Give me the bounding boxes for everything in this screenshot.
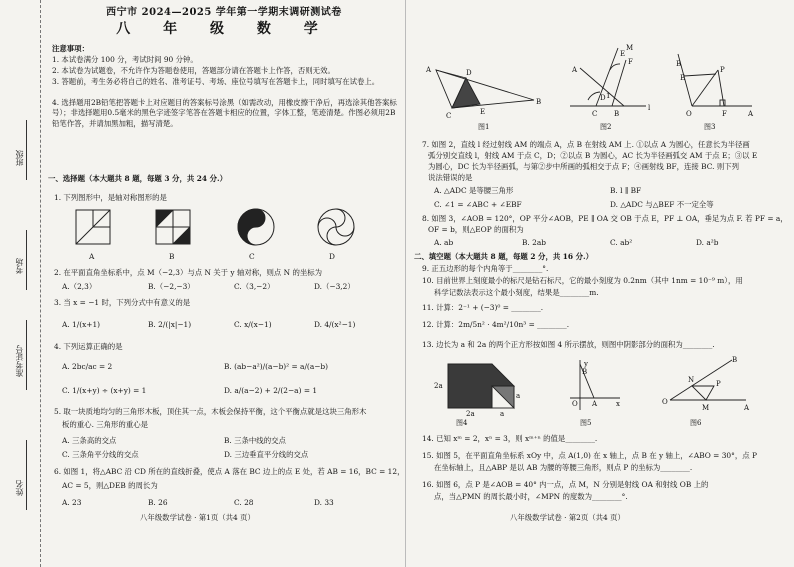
q6-option-c: C. 28 (234, 498, 254, 507)
svg-text:N: N (688, 376, 695, 384)
svg-text:2a: 2a (434, 382, 443, 390)
q5-stem-cont: 板的重心. 三角形的重心是 (62, 420, 148, 429)
exam-subject: 八 年 级 数 学 (116, 21, 332, 37)
svg-text:C: C (446, 112, 452, 120)
svg-text:A: A (592, 400, 598, 408)
q8-option-b: B. 2ab (522, 238, 546, 247)
binding-line (26, 120, 27, 180)
q15-cont: 在坐标轴上，且△ABP 是以 AB 为腰的等腰三角形，则点 P 的坐标为________. (434, 463, 693, 472)
svg-text:y: y (584, 360, 588, 368)
q6-option-d: D. 33 (314, 498, 334, 507)
top-figures (422, 40, 782, 122)
q8-option-d: D. a²b (696, 238, 719, 247)
binding-line (26, 230, 27, 290)
svg-text:D: D (466, 69, 472, 77)
notice-item: 1. 本试卷满分 100 分，考试时间 90 分钟。 (52, 55, 198, 64)
q1-stem: 1. 下列图形中，是轴对称图形的是 (54, 193, 167, 202)
figure-6-labels (662, 356, 750, 412)
svg-text:B: B (536, 98, 542, 106)
q3-option-a: A. 1/(x+1) (62, 320, 101, 329)
q6-stem: 6. 如图 1，将△ABC 沿 CD 所在的直线折叠，使点 A 落在 BC 边上的点 E 处，若 AB = 16，BC = 12， (54, 467, 405, 476)
q4-option-b: B. (ab−a²)/(a−b)² = a/(a−b) (224, 362, 329, 371)
section2-heading: 二、填空题（本大题共 8 题，每题 2 分，共 16 分.） (414, 252, 594, 261)
figure-6 (670, 360, 746, 400)
section1-heading: 一、选择题（本大题共 8 题，每题 3 分，共 24 分.） (48, 174, 228, 183)
q5-option-a: A. 三条高的交点 (62, 436, 117, 445)
q2-option-a: A.（2,3） (62, 282, 97, 291)
q1-figure-c (238, 209, 274, 245)
figure-6-caption: 图6 (690, 419, 702, 427)
q1-label-a: A (89, 252, 95, 261)
svg-text:A: A (744, 404, 750, 412)
figure-1-labels (425, 66, 541, 120)
middle-figures (430, 354, 770, 418)
q7-option-a: A. △ADC 是等腰三角形 (434, 186, 514, 195)
binding-label-class: 班级 (15, 150, 24, 166)
notice-item: 4. 选择题用2B铅笔把答题卡上对应题目的答案标号涂黑（如需改动，用橡皮擦干净后，再选涂其他答案标号）；非选择题用0.5毫米的黑色字迹签字笔答在答题卡相应的位置，字体工整，笔迹清楚。作图必须用2B铅笔作答，并请加黑加粗，描写清楚。 (52, 98, 397, 128)
svg-text:B: B (676, 60, 682, 68)
svg-text:x: x (616, 400, 620, 408)
svg-text:B: B (732, 356, 738, 364)
q3-option-d: D. 4/(x²−1) (314, 320, 356, 329)
q8-line: 8. 如图 3，∠AOB = 120°，OP 平分∠AOB，PE ∥ OA 交 OB 于点 E，PF ⊥ OA，垂足为点 F. 若 PF = a， (422, 214, 788, 223)
column-divider (405, 0, 406, 567)
svg-text:a: a (516, 392, 521, 400)
svg-text:F: F (722, 110, 727, 118)
svg-text:E: E (480, 108, 486, 116)
q1-label-d: D (329, 252, 335, 261)
svg-text:A: A (748, 110, 754, 118)
svg-text:O: O (572, 400, 578, 408)
q10-cont: 科学记数法表示这个最小刻度，结果是________m. (434, 288, 599, 297)
q1-figure-a (76, 210, 110, 244)
q1-figure-d (318, 209, 354, 245)
q1-figures (74, 206, 374, 256)
q2-option-c: C.（3,−2） (234, 282, 275, 291)
page-footer-left: 八年级数学试卷 · 第1页（共4 页） (140, 513, 255, 522)
svg-text:B: B (614, 110, 620, 118)
q7-option-d: D. △ADC 与△BEF 不一定全等 (610, 200, 714, 209)
svg-text:M: M (702, 404, 710, 412)
q4-stem: 4. 下列运算正确的是 (54, 342, 123, 351)
q7-line: 说法错误的是 (428, 173, 473, 182)
q15: 15. 如图 5，在平面直角坐标系 xOy 中，点 A(1,0) 在 x 轴上，点 B 在 y 轴上，∠ABO = 30°，点 P (422, 451, 757, 460)
q16: 16. 如图 6，点 P 是∠AOB = 40° 内一点，点 M，N 分别是射线 OA 和射线 OB 上的 (422, 480, 709, 489)
svg-text:O: O (662, 398, 668, 406)
notice-item: 3. 答题前，考生务必将自己的姓名、准考证号、考场、座位号填写在答题卡上，同时填写在试卷上。 (52, 77, 380, 86)
q3-stem: 3. 当 x = −1 时，下列分式中有意义的是 (54, 298, 191, 307)
q4-option-c: C. 1/(x+y) ÷ (x+y) = 1 (62, 386, 147, 395)
svg-text:C: C (592, 110, 598, 118)
svg-text:2a: 2a (466, 410, 475, 418)
figure-4-caption: 图4 (456, 419, 468, 427)
q3-option-c: C. x/(x−1) (234, 320, 272, 329)
q5-option-b: B. 三条中线的交点 (224, 436, 286, 445)
binding-margin (0, 0, 41, 567)
svg-text:1: 1 (606, 92, 611, 100)
svg-text:E: E (620, 50, 626, 58)
figure-1 (436, 70, 534, 108)
q8-option-a: A. ab (434, 238, 454, 247)
q7-line: 弧分别交直线 l，射线 AM 于点 C，D；②以点 B 为圆心，AC 长为半径画弧交 AM 于点 E；③以 E (428, 151, 758, 160)
q7-line: 为圆心，DC 长为半径画弧，与第②步中所画的弧相交于点 F；④画射线 BF，连接 BC. 则下列 (428, 162, 739, 171)
q1-label-b: B (169, 252, 175, 261)
q7-option-c: C. ∠1 = ∠ABC + ∠EBF (434, 200, 522, 209)
left-column (48, 0, 405, 567)
svg-text:l: l (648, 104, 651, 112)
figure-5-caption: 图5 (580, 419, 592, 427)
q7-line: 7. 如图 2，直线 l 经过射线 AM 的端点 A，点 B 在射线 AM 上. ①以点 A 为圆心，任意长为半径画 (422, 140, 750, 149)
binding-label-name: 姓名 (15, 480, 24, 496)
q16-cont: 点，当△PMN 的周长最小时，∠MPN 的度数为________°. (434, 492, 628, 501)
svg-text:A: A (426, 66, 432, 74)
binding-line (26, 320, 27, 390)
q10: 10. 目前世界上刻度最小的标尺是钻石标尺，它的最小刻度为 0.2nm（其中 1nm = 10⁻⁹ m），用 (422, 276, 743, 285)
q5-option-c: C. 三条角平分线的交点 (62, 450, 139, 459)
q6-stem-cont: AC = 5，则△DEB 的周长为 (62, 481, 158, 490)
figure-2-caption: 图2 (600, 123, 612, 131)
q6-option-a: A. 23 (62, 498, 82, 507)
q6-option-b: B. 26 (148, 498, 168, 507)
q4-option-d: D. a/(a−2) + 2/(2−a) = 1 (224, 386, 318, 395)
q3-option-b: B. 2/(|x|−1) (148, 320, 192, 329)
figure-3 (678, 54, 752, 106)
notice-item: 2. 本试卷为试题卷，不允许作为答题卷使用，答题部分请在答题卡上作答，否则无效。 (52, 66, 335, 75)
q4-option-a: A. 2bc/ac = 2 (62, 362, 113, 371)
q2-option-d: D.（−3,2） (314, 282, 355, 291)
q2-option-b: B.（−2,−3） (148, 282, 195, 291)
notice-heading: 注意事项： (52, 44, 89, 53)
q5-stem: 5. 取一块质地均匀的三角形木板，顶住其一点，木板会保持平衡，这个平衡点就是这块三角形木 (54, 407, 367, 416)
svg-text:D: D (600, 94, 606, 102)
figure-5-labels (572, 360, 620, 408)
figure-1-caption: 图1 (478, 123, 490, 131)
svg-text:B: B (582, 368, 588, 376)
q1-figure-b (156, 210, 190, 244)
q9: 9. 正五边形的每个内角等于________°. (422, 264, 549, 273)
q12: 12. 计算：2m/5n² · 4m²/10n³ = ________. (422, 320, 570, 329)
figure-2-labels (571, 44, 651, 118)
figure-3-caption: 图3 (704, 123, 716, 131)
binding-label-room: 考场 (15, 258, 24, 274)
svg-text:a: a (500, 410, 505, 418)
q14: 14. 已知 xᵐ = 2，xⁿ = 3，则 xᵐ⁺ⁿ 的值是________. (422, 434, 598, 443)
binding-line (26, 440, 27, 510)
svg-text:M: M (626, 44, 634, 52)
q13: 13. 边长为 a 和 2a 的两个正方形按如图 4 所示摆放，则图中阴影部分的面积为________. (422, 340, 715, 349)
q2-stem: 2. 在平面直角坐标系中，点 M（−2,3）与点 N 关于 y 轴对称，则点 N 的坐标为 (54, 268, 323, 277)
q5-option-d: D. 三边垂直平分线的交点 (224, 450, 309, 459)
figure-4 (448, 364, 514, 408)
svg-text:O: O (686, 110, 692, 118)
q11: 11. 计算：2⁻¹ + (−3)⁰ = ________. (422, 303, 544, 312)
q1-label-c: C (249, 252, 255, 261)
svg-text:P: P (720, 66, 725, 74)
q8-line: OF = b，则△EOP 的面积为 (428, 225, 524, 234)
page-footer-right: 八年级数学试卷 · 第2页（共4 页） (510, 513, 625, 522)
svg-text:A: A (572, 66, 578, 74)
svg-text:E: E (680, 74, 686, 82)
svg-text:F: F (628, 58, 633, 66)
binding-label-id: 准考证号 (15, 345, 24, 377)
right-column (412, 0, 788, 567)
q8-option-c: C. ab² (610, 238, 633, 247)
svg-text:P: P (716, 380, 721, 388)
q7-option-b: B. l ∥ BF (610, 186, 642, 195)
exam-title: 西宁市 2024—2025 学年第一学期末调研测试卷 (106, 7, 342, 18)
